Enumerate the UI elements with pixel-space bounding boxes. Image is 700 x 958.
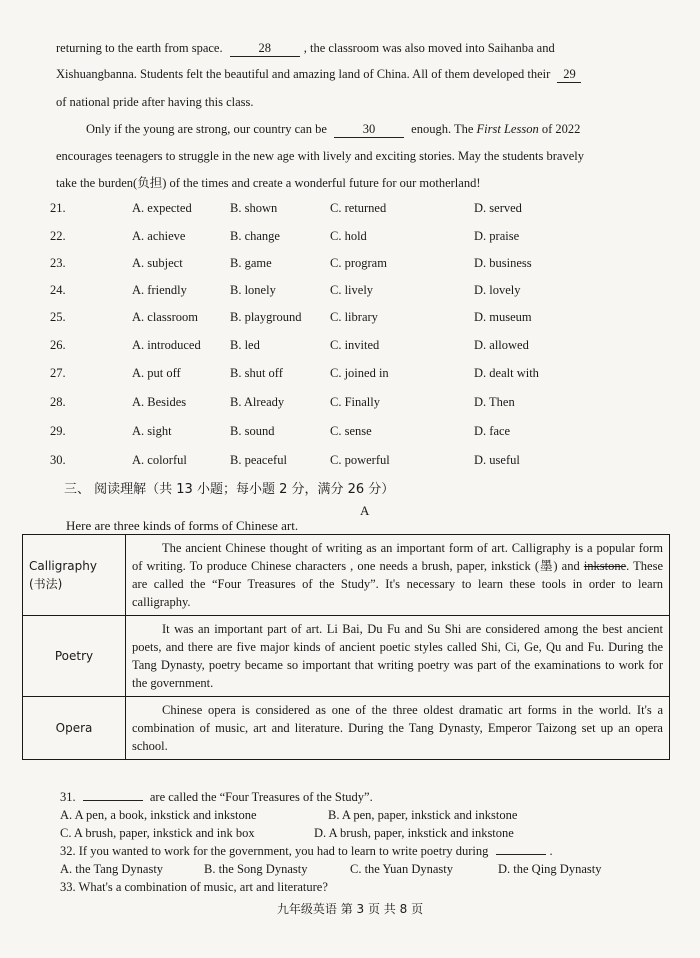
question-number: 24. — [50, 283, 66, 297]
intro-text: Here are three kinds of forms of Chinese art. — [66, 518, 299, 533]
passage-line-2 — [56, 66, 670, 83]
option-31b[interactable]: B. A pen, paper, inkstick and inkstone — [328, 808, 518, 822]
question-number: 27. — [50, 366, 66, 380]
option-row — [50, 229, 670, 247]
option-d[interactable]: D. business — [474, 256, 532, 270]
question-number: 26. — [50, 338, 66, 352]
option-31c[interactable]: C. A brush, paper, inkstick and ink box — [60, 826, 255, 840]
option-a[interactable]: A. subject — [132, 256, 183, 270]
option-a[interactable]: A. friendly — [132, 283, 187, 297]
option-row — [50, 283, 670, 301]
blank-29: 29 — [557, 66, 581, 83]
passage-line-6 — [56, 175, 670, 191]
table-row — [23, 616, 670, 697]
option-a[interactable]: A. Besides — [132, 395, 187, 409]
table-row — [23, 535, 670, 616]
passage-text: returning to the earth from space. — [56, 41, 223, 55]
option-c[interactable]: C. joined in — [330, 366, 389, 380]
option-row — [50, 256, 670, 274]
passage-text: Only if the young are strong, our country can be — [86, 122, 327, 136]
poetry-cell: Poetry — [23, 616, 126, 697]
option-d[interactable]: D. museum — [474, 310, 532, 324]
option-b[interactable]: B. lonely — [230, 283, 276, 297]
option-a[interactable]: A. colorful — [132, 453, 187, 467]
option-a[interactable]: A. put off — [132, 366, 181, 380]
passage-text: Xishuangbanna. Students felt the beautiful and amazing land of China. All of them developed their — [56, 67, 551, 81]
option-c[interactable]: C. library — [330, 310, 378, 324]
passage-text: of 2022 — [541, 122, 581, 136]
question-number: 25. — [50, 310, 66, 324]
option-row — [50, 338, 670, 356]
question-number: 23. — [50, 256, 66, 270]
question-number: 28. — [50, 395, 66, 409]
option-row — [50, 395, 670, 413]
option-c[interactable]: C. sense — [330, 424, 372, 438]
lesson-title: First Lesson — [476, 122, 539, 136]
passage-text: enough. The — [411, 122, 474, 136]
option-b[interactable]: B. sound — [230, 424, 275, 438]
option-d[interactable]: D. lovely — [474, 283, 521, 297]
option-b[interactable]: B. game — [230, 256, 272, 270]
option-d[interactable]: D. face — [474, 424, 511, 438]
option-32c[interactable]: C. the Yuan Dynasty — [350, 862, 453, 876]
option-d[interactable]: D. Then — [474, 395, 515, 409]
option-31a[interactable]: A. A pen, a book, inkstick and inkstone — [60, 808, 257, 822]
question-32: 32. If you wanted to work for the government, you had to learn to write poetry during . — [60, 844, 553, 858]
option-d[interactable]: D. useful — [474, 453, 520, 467]
calligraphy-cell — [23, 535, 126, 616]
option-b[interactable]: B. shown — [230, 201, 278, 215]
calligraphy-label: Calligraphy — [29, 559, 97, 573]
option-c[interactable]: C. returned — [330, 201, 387, 215]
passage-line-5 — [56, 148, 670, 164]
answer-blank-31[interactable] — [83, 800, 143, 801]
option-c[interactable]: C. lively — [330, 283, 374, 297]
poetry-description: It was an important part of art. Li Bai, Du Fu and Su Shi are considered among the best ancient poets, and there are five major kinds of ancient poetic styles called Shi, Ci, Ge, Qu and Fu. During the Tang Dynasty, poetry became so important that writing poetry was part of the examinations to work for the government. — [126, 616, 670, 697]
option-c[interactable]: C. Finally — [330, 395, 381, 409]
option-b[interactable]: B. peaceful — [230, 453, 287, 467]
option-c[interactable]: C. hold — [330, 229, 367, 243]
section-title: 三、 阅读理解（共 13 小题；每小题 2 分，满分 26 分） — [64, 482, 395, 497]
option-row — [50, 424, 670, 442]
option-32a[interactable]: A. the Tang Dynasty — [60, 862, 164, 876]
option-d[interactable]: D. allowed — [474, 338, 529, 352]
page-footer: 九年级英语 第 3 页 共 8 页 — [276, 902, 424, 916]
question-number: 22. — [50, 229, 66, 243]
option-b[interactable]: B. shut off — [230, 366, 283, 380]
option-c[interactable]: C. invited — [330, 338, 380, 352]
option-b[interactable]: B. led — [230, 338, 260, 352]
opera-cell: Opera — [23, 697, 126, 760]
question-number: 30. — [50, 453, 66, 467]
option-31d[interactable]: D. A brush, paper, inkstick and inkstone — [314, 826, 514, 840]
option-row — [50, 310, 670, 328]
option-a[interactable]: A. classroom — [132, 310, 198, 324]
blank-28: 28 — [230, 40, 300, 57]
option-c[interactable]: C. program — [330, 256, 387, 270]
option-32b[interactable]: B. the Song Dynasty — [204, 862, 308, 876]
option-a[interactable]: A. achieve — [132, 229, 186, 243]
question-number: 29. — [50, 424, 66, 438]
option-d[interactable]: D. served — [474, 201, 522, 215]
blank-30: 30 — [334, 121, 404, 138]
calligraphy-cn-label: (书法) — [29, 577, 63, 591]
passage-text: encourages teenagers to struggle in the new age with lively and exciting stories. May the students bravely — [56, 149, 584, 163]
passage-label: A — [360, 503, 370, 518]
art-forms-table — [22, 534, 670, 760]
option-row — [50, 201, 670, 219]
option-row — [50, 453, 670, 471]
passage-text: of national pride after having this class. — [56, 95, 254, 109]
passage-text: take the burden(负担) of the times and create a wonderful future for our motherland! — [56, 176, 481, 190]
question-31: 31. are called the “Four Treasures of the Study”. — [60, 790, 373, 804]
passage-line-3 — [56, 94, 670, 110]
option-row — [50, 366, 670, 384]
option-b[interactable]: B. Already — [230, 395, 285, 409]
answer-blank-32[interactable] — [496, 854, 546, 855]
option-32d[interactable]: D. the Qing Dynasty — [498, 862, 602, 876]
table-row — [23, 697, 670, 760]
opera-description: Chinese opera is considered as one of the three oldest dramatic art forms in the world. It's a combination of music, art and literature. During the Tang Dynasty, Emperor Taizong set up an opera school. — [126, 697, 670, 760]
question-number: 21. — [50, 201, 66, 215]
passage-line-4 — [86, 121, 670, 138]
option-a[interactable]: A. introduced — [132, 338, 201, 352]
passage-line-1 — [56, 40, 670, 57]
option-b[interactable]: B. change — [230, 229, 280, 243]
option-b[interactable]: B. playground — [230, 310, 302, 324]
option-d[interactable]: D. praise — [474, 229, 520, 243]
calligraphy-description: The ancient Chinese thought of writing as an important form of art. Calligraphy is a popular form of writing. To produce Chinese characters , one needs a brush, paper, inkstick (墨) and inkstone. These are called the “Four Treasures of the Study”. It's necessary to learn these tools in order to learn calligraphy. — [126, 535, 670, 616]
passage-text: , the classroom was also moved into Saihanba and — [303, 41, 555, 55]
option-a[interactable]: A. expected — [132, 201, 192, 215]
option-d[interactable]: D. dealt with — [474, 366, 539, 380]
option-c[interactable]: C. powerful — [330, 453, 390, 467]
option-a[interactable]: A. sight — [132, 424, 172, 438]
question-33: 33. What's a combination of music, art and literature? — [60, 880, 328, 894]
